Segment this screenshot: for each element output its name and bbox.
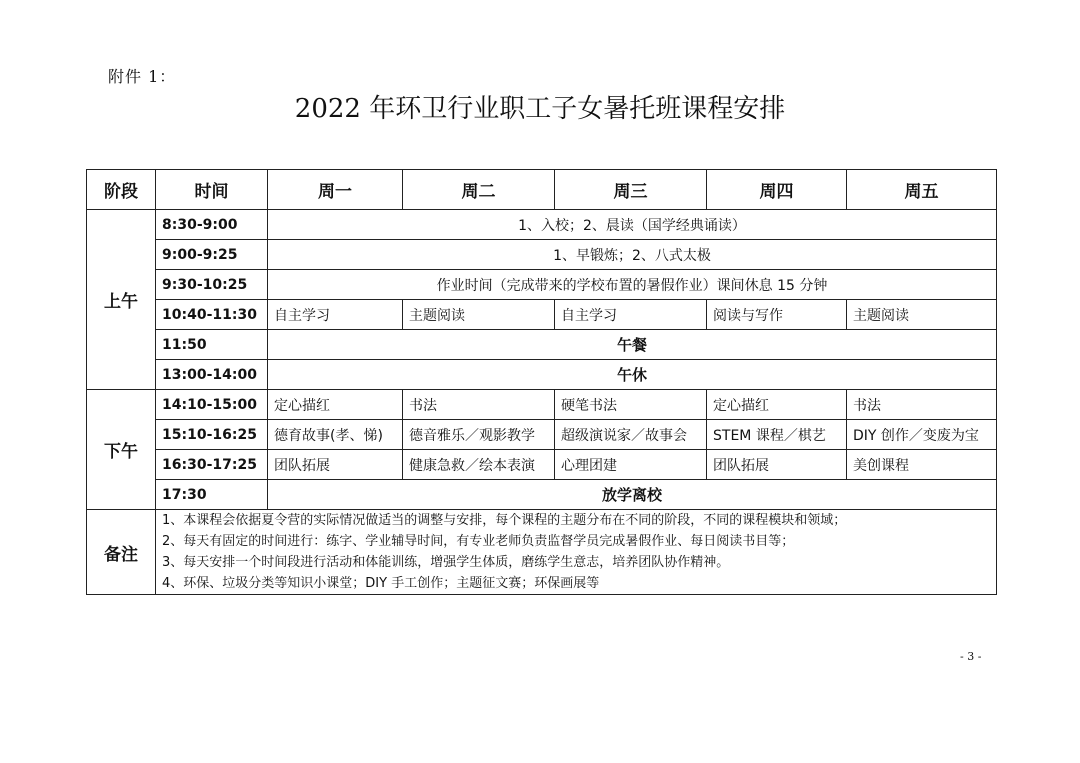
header-tuesday: 周二 xyxy=(403,170,555,210)
dismissal-cell: 放学离校 xyxy=(268,480,997,510)
notes-cell xyxy=(156,510,997,595)
activity-cell-thursday: 阅读与写作 xyxy=(707,300,847,330)
activity-cell-thursday: 定心描红 xyxy=(707,390,847,420)
document-title: 2022 年环卫行业职工子女暑托班课程安排 xyxy=(294,94,786,124)
activity-cell-wednesday: 硬笔书法 xyxy=(555,390,707,420)
header-period: 阶段 xyxy=(87,170,156,210)
activity-cell-tuesday: 主题阅读 xyxy=(403,300,555,330)
activity-cell-wednesday: 心理团建 xyxy=(555,450,707,480)
activity-span-cell: 1、早锻炼；2、八式太极 xyxy=(268,240,997,270)
header-thursday: 周四 xyxy=(707,170,847,210)
note-line: 1、本课程会依据夏令营的实际情况做适当的调整与安排，每个课程的主题分布在不同的阶段，不同的课程模块和领域； xyxy=(162,513,847,528)
period-notes: 备注 xyxy=(87,510,156,595)
schedule-table xyxy=(86,169,997,595)
table-row xyxy=(87,480,997,510)
activity-cell-monday: 德育故事(孝、悌) xyxy=(268,420,403,450)
time-cell: 16:30-17:25 xyxy=(156,450,268,480)
header-wednesday: 周三 xyxy=(555,170,707,210)
activity-cell-friday: 主题阅读 xyxy=(847,300,997,330)
period-morning: 上午 xyxy=(87,210,156,390)
note-line: 2、每天有固定的时间进行：练字、学业辅导时间，有专业老师负责监督学员完成暑假作业、每日阅读书目等； xyxy=(162,534,795,549)
header-time: 时间 xyxy=(156,170,268,210)
time-cell: 8:30-9:00 xyxy=(156,210,268,240)
period-afternoon: 下午 xyxy=(87,390,156,510)
activity-cell-tuesday: 书法 xyxy=(403,390,555,420)
time-cell: 15:10-16:25 xyxy=(156,420,268,450)
note-line: 4、环保、垃圾分类等知识小课堂；DIY 手工创作；主题征文赛；环保画展等 xyxy=(162,576,600,591)
time-cell: 9:00-9:25 xyxy=(156,240,268,270)
table-header-row xyxy=(87,170,997,210)
activity-cell-thursday: 团队拓展 xyxy=(707,450,847,480)
activity-cell-thursday: STEM 课程／棋艺 xyxy=(707,420,847,450)
table-row xyxy=(87,450,997,480)
time-cell: 11:50 xyxy=(156,330,268,360)
nap-cell: 午休 xyxy=(268,360,997,390)
activity-cell-friday: DIY 创作／变废为宝 xyxy=(847,420,997,450)
activity-span-cell: 1、入校；2、晨读（国学经典诵读） xyxy=(268,210,997,240)
table-row xyxy=(87,390,997,420)
activity-cell-tuesday: 德音雅乐／观影教学 xyxy=(403,420,555,450)
header-friday: 周五 xyxy=(847,170,997,210)
activity-cell-monday: 团队拓展 xyxy=(268,450,403,480)
activity-span-cell: 作业时间（完成带来的学校布置的暑假作业）课间休息 15 分钟 xyxy=(268,270,997,300)
activity-cell-monday: 自主学习 xyxy=(268,300,403,330)
activity-cell-wednesday: 超级演说家／故事会 xyxy=(555,420,707,450)
table-row xyxy=(87,210,997,240)
activity-cell-tuesday: 健康急救／绘本表演 xyxy=(403,450,555,480)
time-cell: 9:30-10:25 xyxy=(156,270,268,300)
activity-cell-friday: 书法 xyxy=(847,390,997,420)
time-cell: 17:30 xyxy=(156,480,268,510)
table-row xyxy=(87,360,997,390)
page-number: - 3 - xyxy=(960,650,982,663)
time-cell: 14:10-15:00 xyxy=(156,390,268,420)
time-cell: 10:40-11:30 xyxy=(156,300,268,330)
activity-cell-friday: 美创课程 xyxy=(847,450,997,480)
table-row xyxy=(87,330,997,360)
header-monday: 周一 xyxy=(268,170,403,210)
lunch-cell: 午餐 xyxy=(268,330,997,360)
activity-cell-monday: 定心描红 xyxy=(268,390,403,420)
activity-cell-wednesday: 自主学习 xyxy=(555,300,707,330)
note-line: 3、每天安排一个时间段进行活动和体能训练，增强学生体质，磨练学生意志，培养团队协作精神。 xyxy=(162,555,730,570)
attachment-label: 附件 1： xyxy=(108,67,177,86)
table-row xyxy=(87,270,997,300)
time-cell: 13:00-14:00 xyxy=(156,360,268,390)
table-row xyxy=(87,420,997,450)
notes-row xyxy=(87,510,997,595)
table-row xyxy=(87,300,997,330)
table-row xyxy=(87,240,997,270)
